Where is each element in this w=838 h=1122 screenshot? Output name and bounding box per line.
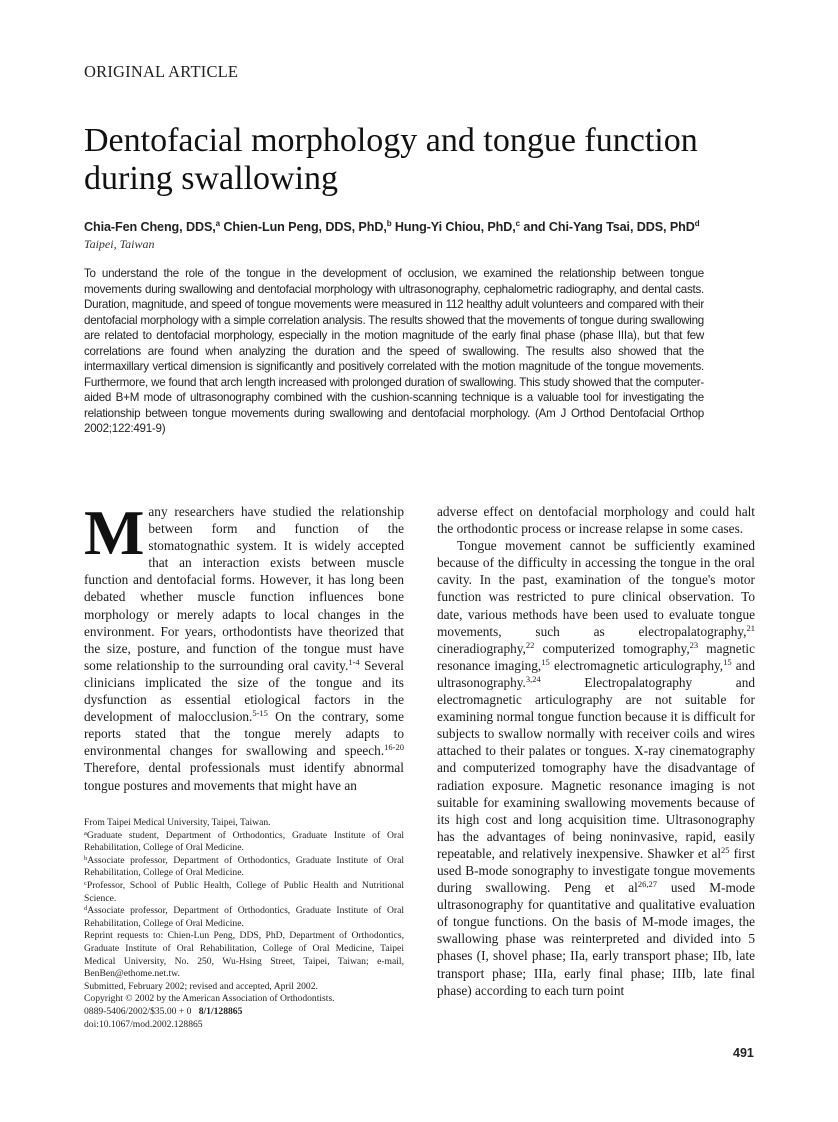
footnote-c (84, 880, 404, 905)
footnote-from: From Taipei Medical University, Taipei, Taiwan. (84, 817, 271, 828)
footnote-b (84, 855, 404, 880)
body-text: Several clinicians implicated the size of the tongue and its dysfunction as essential etiological factors in the development of malocclusion. (84, 657, 404, 725)
abstract: To understand the role of the tongue in the development of occlusion, we examined the relationship between tongue movements during swallowing and dentofacial morphology with ultrasonography, cephalometric radiography, and dental casts. Duration, magnitude, and speed of tongue movements were measured in 112 healthy adult volunteers and compared with their dentofacial morphology with a simple correlation analysis. The results showed that the movements of tongue during swallowing are related to dentofacial morphology, especially in the motion magnitude of the early final phase (phase IIIa), but that few correlations are found when analyzing the duration and the speed of swallowing. The results also showed that the intermaxillary vertical dimension is significantly and positively correlated with the motion magnitude of the tongue movements. Furthermore, we found that arch length increased with prolonged duration of swallowing. This study showed that the computer-aided B+M mode of ultrasonography combined with the cushion-scanning technique is a valuable tool for investigating the relationship between tongue movements during swallowing and dentofacial morphology. (Am J Orthod Dentofacial Orthop 2002;122:491-9) (84, 267, 704, 435)
affiliation-mark: c (84, 879, 87, 887)
author-name: Chien-Lun Peng, DDS, PhD, (220, 220, 387, 234)
footnote-reprint: Reprint requests to: Chien-Lun Peng, DDS, PhD, Department of Orthodontics, Graduate Institute of Oral Rehabilitation, College of Oral Medicine, Taipei Medical University, No. 250, Wu-Hsing Street, Taipei, Taiwan; e-mail, BenBen@ethome.net.tw. (84, 930, 404, 980)
affiliation-mark: d (694, 219, 700, 228)
issn-text: 0889-5406/2002/$35.00 + 0 (84, 1005, 192, 1017)
reference-mark[interactable]: 23 (689, 639, 699, 650)
affiliation-mark: a (84, 829, 87, 837)
body-column-left (84, 497, 404, 794)
reference-mark[interactable]: 3,24 (525, 673, 541, 684)
footnote-issn (84, 1006, 404, 1019)
issn-code: 8/1/128865 (198, 1005, 243, 1017)
section-label: ORIGINAL ARTICLE (84, 62, 239, 81)
reference-mark[interactable]: 25 (721, 844, 730, 855)
body-text: Tongue movement cannot be sufficiently examined because of the difficulty in accessing the tongue in the oral cavity. In the past, examination of the tongue's motor function was restricted to pure clinical observation. To date, various methods have been used to evaluate tongue movements, such as electropalatography, (437, 538, 755, 639)
body-text: any researchers have studied the relationship between form and function of the stomatognathic system. It is widely accepted that an interaction exists between muscle function and dentofacial forms. However, it has long been debated whether muscle function influences bone morphology or merely adapts to local changes in the environment. For years, orthodontists have theorized that the size, posture, and function of the tongue must have some relationship to the surrounding oral cavity. (84, 504, 404, 673)
footnote-copyright: Copyright © 2002 by the American Association of Orthodontists. (84, 993, 335, 1005)
footnote-text: Professor, School of Public Health, College of Public Health and Nutritional Science. (84, 879, 404, 904)
affiliation-mark: d (84, 905, 88, 913)
body-text: and ultrasonography. (437, 657, 755, 690)
reference-mark[interactable]: 5-15 (252, 708, 268, 719)
reference-mark[interactable]: 15 (541, 656, 550, 667)
reference-mark[interactable]: 26,27 (637, 879, 657, 890)
footnote-text: Associate professor, Department of Orthodontics, Graduate Institute of Oral Rehabilitation, College of Oral Medicine. (84, 905, 404, 929)
author-location: Taipei, Taiwan (84, 237, 155, 251)
body-paragraph: adverse effect on dentofacial morphology and could halt the orthodontic process or increase relapse in some cases. (437, 504, 755, 537)
body-text: electromagnetic articulography, (549, 657, 724, 673)
affiliation-mark: a (215, 219, 220, 228)
footnote-a (84, 830, 404, 855)
affiliation-mark: b (84, 854, 88, 862)
reference-mark[interactable]: 16-20 (384, 742, 404, 753)
footnote-doi[interactable]: doi:10.1067/mod.2002.128865 (84, 1018, 203, 1030)
body-paragraph (437, 537, 755, 999)
affiliation-mark: c (515, 219, 521, 228)
footnote-submitted: Submitted, February 2002; revised and accepted, April 2002. (84, 980, 318, 992)
body-paragraph (84, 497, 404, 794)
reference-mark[interactable]: 21 (746, 622, 755, 633)
footnotes (84, 817, 404, 1031)
page-number: 491 (733, 1046, 754, 1060)
body-text: magnetic resonance imaging, (437, 640, 755, 673)
author-name: Chia-Fen Cheng, DDS, (84, 220, 216, 234)
author-list (84, 220, 784, 234)
footnote-text: Graduate student, Department of Orthodontics, Graduate Institute of Oral Rehabilitation, College of Oral Medicine. (84, 829, 404, 854)
body-text: Therefore, dental professionals must identify abnormal tongue postures and movements that might have an (84, 760, 404, 793)
affiliation-mark: b (386, 219, 392, 228)
body-text: On the contrary, some reports stated that the tongue merely adapts to environmental changes for swallowing and speech. (84, 709, 404, 759)
footnote-d (84, 905, 404, 930)
author-name: and Chi-Yang Tsai, DDS, PhD (520, 220, 695, 234)
body-column-right (437, 503, 755, 999)
body-text: Electropalatography and electromagnetic articulography are not suitable for examining normal tongue function because it is difficult for subjects to swallow normally with receiver coils and wires attached to their palates or tongues. X-ray cinematography and computerized tomography have the disadvantage of radiation exposure. Magnetic resonance imaging is not suitable for examining swallowing movements because of its high cost and long acquisition time. Ultrasonography has the advantages of being noninvasive, rapid, easily repeatable, and relatively inexpensive. Shawker et al (437, 674, 755, 861)
body-text: first used B-mode sonography to investigate tongue movements during swallowing. Peng et al (437, 845, 755, 896)
reference-mark[interactable]: 22 (525, 639, 535, 650)
article-title: Dentofacial morphology and tongue function during swallowing (84, 122, 698, 197)
reference-mark[interactable]: 15 (723, 656, 732, 667)
body-text: used M-mode ultrasonography for quantitative and qualitative evaluation of tongue functions. On the basis of M-mode images, the swallowing phase was reinterpreted and divided into 5 phases (I, shovel phase; IIa, early transport phase; IIb, late transport phase; IIIa, early final phase; IIIb, late final phase) according to each turn point (437, 880, 755, 998)
body-text: computerized tomography, (534, 640, 690, 656)
footnote-text: Associate professor, Department of Orthodontics, Graduate Institute of Oral Rehabilitation, College of Oral Medicine. (84, 854, 404, 879)
author-name: Hung-Yi Chiou, PhD, (391, 220, 516, 234)
reference-mark[interactable]: 1-4 (348, 656, 360, 667)
drop-cap: M (84, 497, 145, 568)
body-text: cineradiography, (437, 640, 526, 656)
